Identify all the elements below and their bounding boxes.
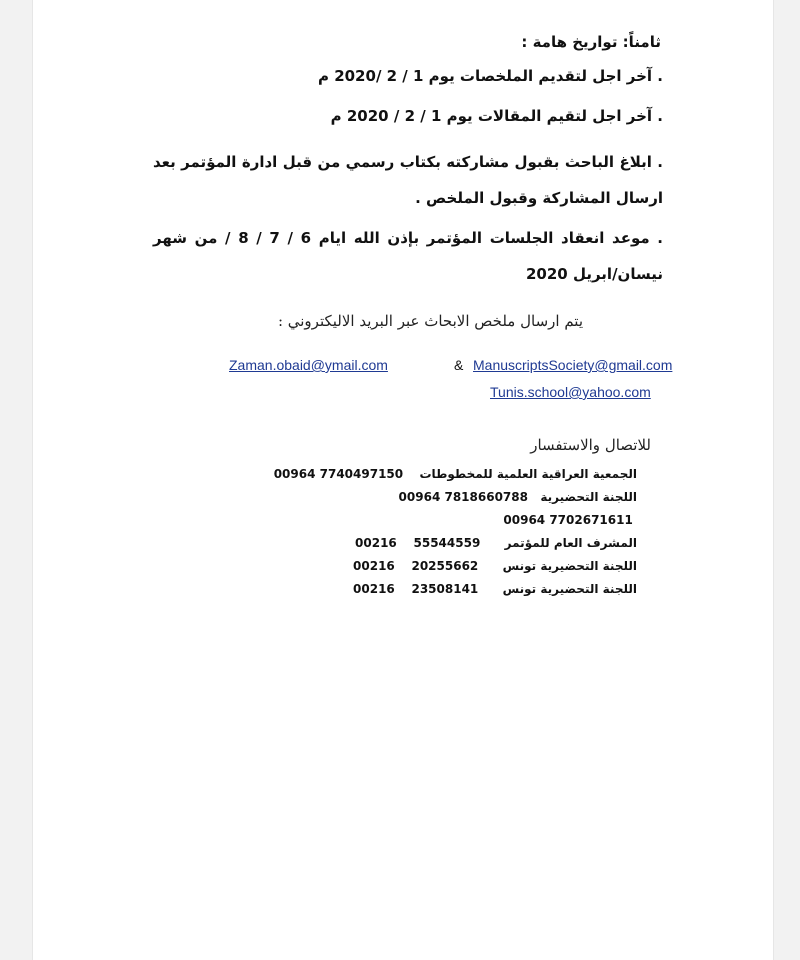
contact-number: 00216 55544559	[355, 536, 481, 550]
email-link-manuscripts[interactable]: ManuscriptsSociety@gmail.com	[473, 357, 673, 373]
contact-label: اللجنة التحضيرية	[540, 490, 637, 504]
contact-number: 00964 7702671611	[503, 513, 633, 527]
contact-number: 00216 23508141	[353, 582, 479, 596]
contact-label: الجمعية العراقية العلمية للمخطوطات	[419, 467, 637, 481]
contact-label: اللجنة التحضيرية تونس	[502, 582, 637, 596]
contact-label: اللجنة التحضيرية تونس	[502, 559, 637, 573]
contact-row	[503, 513, 637, 533]
ampersand: &	[454, 357, 464, 373]
date-item-abstracts: . آخر اجل لتقديم الملخصات يوم 1 / 2 /2020 م	[317, 67, 663, 85]
email-link-zaman[interactable]: Zaman.obaid@ymail.com	[229, 357, 388, 373]
contact-row	[353, 559, 637, 579]
contact-number: 00216 20255662	[353, 559, 479, 573]
contact-heading: للاتصال والاستفسار	[530, 436, 651, 454]
contact-label: المشرف العام للمؤتمر	[504, 536, 637, 550]
contact-row	[353, 582, 637, 602]
email-intro: يتم ارسال ملخص الابحاث عبر البريد الاليكتروني :	[277, 312, 583, 330]
date-item-conference: . موعد انعقاد الجلسات المؤتمر بإذن الله ايام 6 / 7 / 8 / من شهر نيسان/ابريل 2020	[153, 229, 663, 283]
contact-number: 00964 7740497150	[273, 467, 404, 481]
contact-row	[274, 467, 637, 487]
contact-row	[399, 490, 637, 510]
document-page	[32, 0, 774, 960]
contact-row	[355, 536, 637, 556]
date-item-papers: . آخر اجل لتقيم المقالات يوم 1 / 2 / 2020 م	[330, 107, 663, 125]
contact-number: 00964 7818660788	[398, 490, 528, 504]
email-link-tunis[interactable]: Tunis.school@yahoo.com	[490, 384, 651, 400]
date-item-notification: . ابلاغ الباحث بقبول مشاركته بكتاب رسمي من قبل ادارة المؤتمر بعد ارسال المشاركة وقبول الملخص .	[153, 153, 663, 207]
section-heading: ثامناً: تواريخ هامة :	[521, 33, 661, 51]
